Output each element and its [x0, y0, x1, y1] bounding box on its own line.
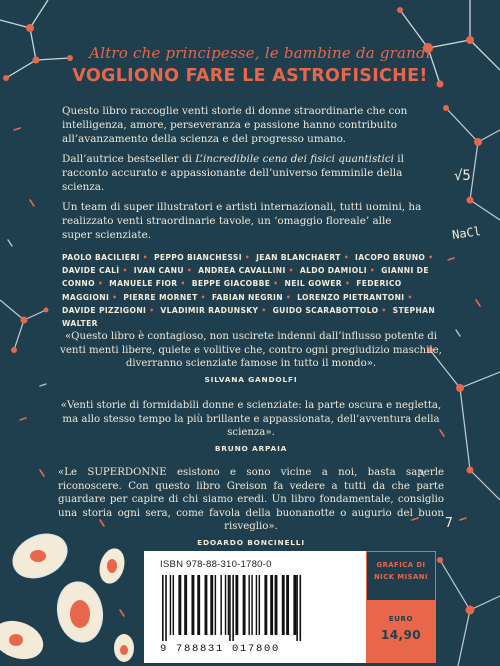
illustrator-name: DAVIDE PIZZIGONI	[62, 305, 147, 315]
credits-price-panel	[366, 551, 436, 663]
quote-author: BRUNO ARPAIA	[214, 443, 288, 453]
barcode-bar	[256, 575, 257, 635]
barcode-bar	[215, 575, 216, 635]
illustrator-name: GIANNI DE CONNO	[62, 266, 429, 289]
previous-book-title: L’incredibile cena dei fisici quantistici	[195, 153, 394, 165]
barcode-bar	[300, 575, 302, 641]
barcode-bar	[170, 575, 171, 635]
barcode-bar	[173, 575, 174, 635]
illustrator-name: GUIDO SCARABOTTOLO	[272, 305, 379, 315]
bullet-separator-icon: •	[112, 292, 118, 302]
illustrator-name: PIERRE MORNET	[123, 292, 198, 302]
barcode-bar	[205, 575, 208, 635]
illustrator-name: BEPPE GIACOBBE	[191, 279, 271, 289]
bullet-separator-icon: •	[200, 292, 206, 302]
bullet-separator-icon: •	[273, 279, 279, 289]
bullet-separator-icon: •	[122, 266, 128, 276]
bullet-separator-icon: •	[428, 253, 434, 262]
illustrator-name: STEPHAN WALTER	[62, 305, 436, 329]
blurb-quote-2	[58, 399, 444, 455]
illustrator-name: IACOPO BRUNO	[355, 253, 426, 262]
barcode-bar	[293, 575, 296, 635]
quote-author: SILVANA GANDOLFI	[204, 374, 298, 384]
barcode-bar	[251, 575, 252, 635]
barcode-icon	[160, 575, 354, 641]
barcode-bar	[178, 575, 181, 635]
barcode-bar	[220, 575, 221, 635]
bullet-separator-icon: •	[142, 253, 148, 262]
nacl-doodle: NaCl	[451, 224, 482, 242]
illustrator-name: FABIAN NEGRIN	[211, 292, 283, 302]
barcode-bar	[165, 575, 167, 641]
barcode-bar	[235, 575, 238, 635]
illustrator-name: NEIL GOWER	[284, 279, 342, 289]
barcode-bar	[296, 575, 298, 641]
barcode-bar	[282, 575, 285, 635]
price-box	[366, 601, 436, 663]
barcode-bar	[259, 575, 260, 635]
bullet-separator-icon: •	[285, 292, 292, 302]
illustrator-name: LORENZO PIETRANTONI	[297, 292, 405, 302]
quote-author: EDOARDO BONCINELLI	[197, 537, 305, 547]
bullet-separator-icon: •	[369, 266, 376, 276]
illustrator-name: PAOLO BACILIERI	[62, 253, 140, 262]
bullet-separator-icon: •	[288, 266, 294, 276]
illustrator-name: FEDERICO MAGGIONI	[62, 279, 402, 302]
bullet-separator-icon: •	[180, 279, 186, 289]
bullet-separator-icon: •	[97, 279, 104, 289]
barcode-bar	[162, 575, 164, 641]
bullet-separator-icon: •	[381, 305, 387, 315]
barcode-bar	[286, 575, 289, 635]
illustrator-name: VLADIMIR RADUNSKY	[160, 305, 259, 315]
barcode-bar	[270, 575, 273, 635]
illustrator-name: IVAN CANU	[133, 266, 184, 276]
seven-doodle: 7	[445, 516, 453, 531]
illustrator-name: DAVIDE CALÌ	[62, 266, 120, 276]
description-paragraph-3: Un team di super illustratori e artisti internazionali, tutti uomini, ha realizzato venti straordinarie tavole, un ‘omaggio floreale’ alle super scienziate.	[62, 201, 422, 242]
sqrt-five-doodle: √5	[454, 168, 471, 184]
design-credit-name: NICK MISANI	[373, 573, 428, 581]
price-currency: EURO	[388, 615, 414, 623]
barcode-bar	[229, 575, 231, 641]
barcode-bar	[184, 575, 187, 635]
design-credit-label: GRAFICA DI	[376, 561, 426, 569]
isbn-label: ISBN 978-88-310-1780-0	[160, 559, 272, 570]
quote-text: «Le SUPERDONNE esistono e sono vicine a noi, basta saperle riconoscere. Con questo libro Greison fa vedere a tutti da che parte guardare per capire di chi siamo eredi. Un libro fondamentale, consiglio una storia ogni sera, come favola della buonanotte o augurio del buon risveglio».	[58, 467, 444, 533]
barcode-bar	[225, 575, 226, 635]
illustrator-name: ANDREA CAVALLINI	[198, 266, 286, 276]
illustrator-list	[62, 251, 452, 330]
quote-text: «Venti storie di formidabili donne e scienziate: la parte oscura e negletta, ma allo stesso tempo la più brillante e appassionata, dell’avventura della scienza».	[60, 400, 442, 439]
barcode-bar	[210, 575, 213, 635]
paragraph-2-tail: il racconto accurato e appassionante dell’universo femminile della scienza.	[62, 153, 404, 194]
description-paragraph-2	[62, 152, 422, 195]
barcode-bar	[191, 575, 194, 635]
barcode-panel	[144, 551, 366, 663]
paragraph-2-lead: Dall’autrice bestseller di	[62, 153, 196, 165]
headline: VOGLIONO FARE LE ASTROFISICHE!	[72, 66, 428, 86]
bullet-separator-icon: •	[149, 305, 155, 315]
barcode-bar	[197, 575, 200, 635]
bullet-separator-icon: •	[186, 266, 193, 276]
barcode-bar	[264, 575, 267, 635]
quote-text: «Questo libro è contagioso, non uscirete indenni dall’influsso potente di venti menti libere, quiete e volitive che, contro ogni pregiudizio maschile, diverranno scienziate famose in tutto il mondo».	[60, 331, 442, 370]
blurb-quote-3	[58, 466, 444, 550]
price-value: 14,90	[381, 628, 421, 642]
barcode-bar	[228, 575, 229, 635]
illustrator-name: ALDO DAMIOLI	[299, 266, 367, 276]
illustrator-name: PEPPO BIANCHESSI	[153, 253, 242, 262]
bullet-separator-icon: •	[344, 279, 351, 289]
barcode-bar	[243, 575, 246, 635]
barcode-bar	[232, 575, 234, 641]
description-paragraph-1: Questo libro raccoglie venti storie di donne straordinarie che con intelligenza, amore, perseveranza e passione hanno contribuito all’avanzamento della scienza e del progresso umano.	[62, 105, 408, 146]
illustrator-name: MANUELE FIOR	[109, 279, 178, 289]
ean-number: 9 788831 017800	[160, 643, 281, 655]
bullet-separator-icon: •	[407, 292, 413, 302]
bullet-separator-icon: •	[343, 253, 350, 262]
tagline: Altro che principesse, le bambine da grandi	[89, 44, 431, 62]
design-credit-box	[366, 551, 436, 601]
barcode-bar	[275, 575, 278, 635]
barcode-bar	[248, 575, 249, 635]
bullet-separator-icon: •	[244, 253, 251, 262]
blurb-quote-1	[58, 330, 444, 386]
illustrator-name: JEAN BLANCHAERT	[256, 253, 341, 262]
bullet-separator-icon: •	[261, 305, 267, 315]
